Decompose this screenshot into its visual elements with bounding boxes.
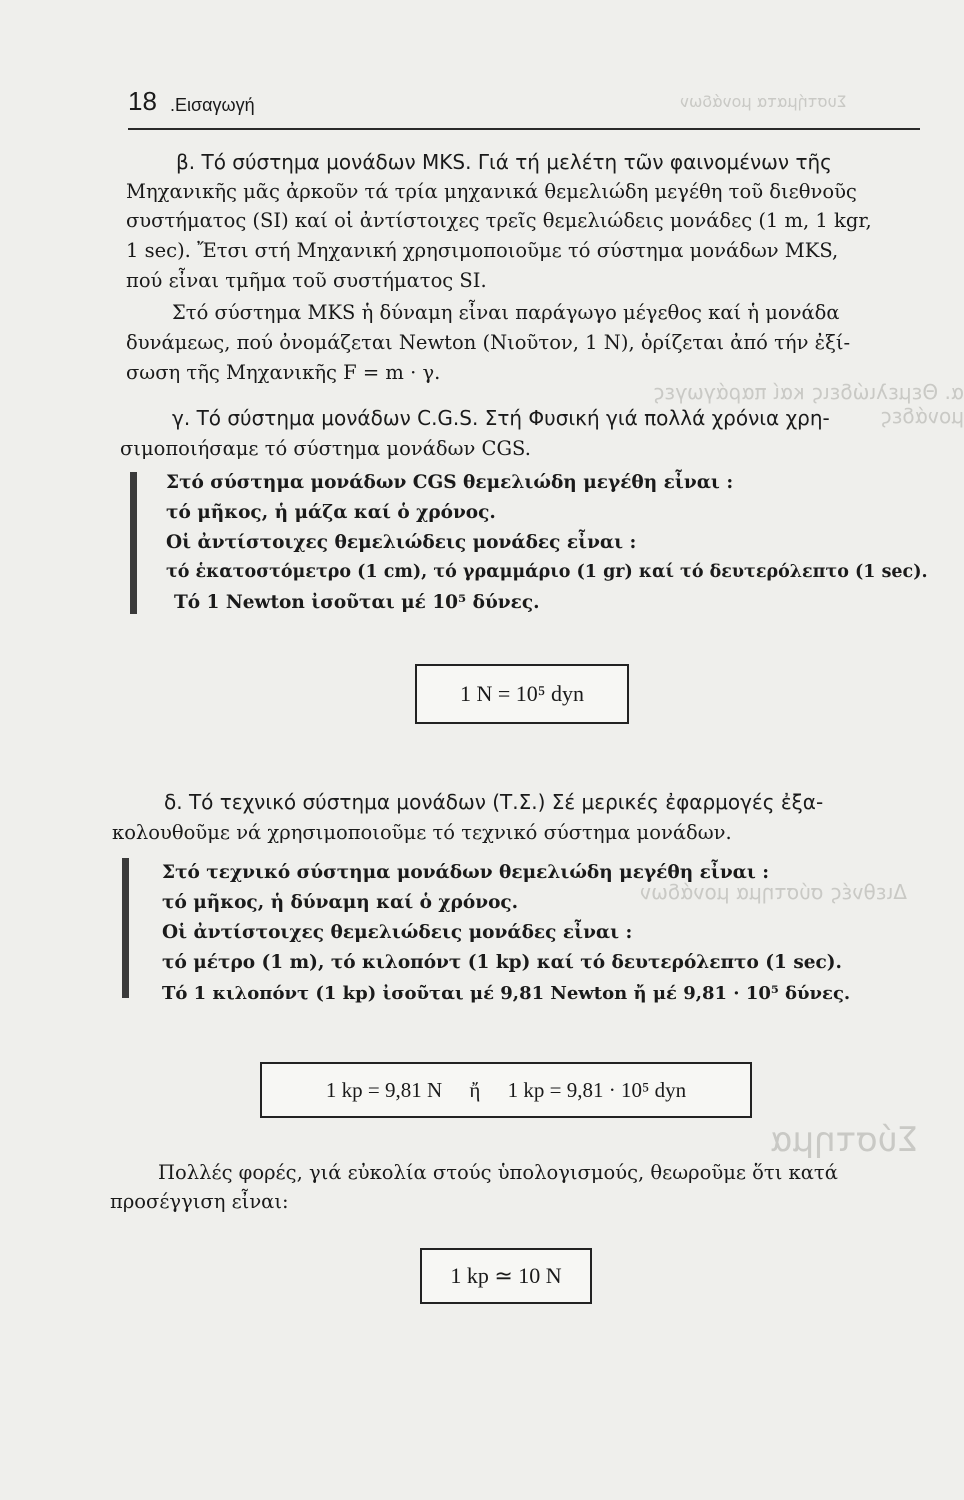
section-d-heading: δ. Τό τεχνικό σύστημα μονάδων (Τ.Σ.) Σέ μερικές ἐφαρμογές ἐξα- [164, 790, 824, 814]
paragraph-line: Πολλές φορές, γιά εὐκολία στούς ὑπολογισμούς, θεωροῦμε ὅτι κατά [158, 1161, 838, 1184]
chapter-title: .Εισαγωγή [170, 95, 255, 115]
definition-line: τό μῆκος, ἡ μάζα καί ὁ χρόνος. [166, 502, 496, 523]
paragraph-line: σιμοποιήσαμε τό σύστημα μονάδων CGS. [120, 437, 531, 460]
definition-line: τό μέτρο (1 m), τό κιλοπόντ (1 kp) καί τό δευτερόλεπτο (1 sec). [162, 952, 842, 973]
paragraph-line: Στό σύστημα MKS ἡ δύναμη εἶναι παράγωγο μέγεθος καί ἡ μονάδα [172, 301, 840, 324]
margin-rule [130, 472, 137, 614]
closing-paragraph [110, 1160, 930, 1220]
section-c [120, 406, 930, 466]
section-b [126, 150, 936, 390]
section-c-heading: γ. Τό σύστημα μονάδων C.G.S. Στή Φυσική γιά πολλά χρόνια χρη- [172, 406, 830, 430]
paragraph-line: κολουθοῦμε νά χρησιμοποιοῦμε τό τεχνικό σύστημα μονάδων. [112, 821, 732, 844]
definition-line: Τό 1 Newton ἰσοῦται μέ 10⁵ δύνες. [174, 592, 540, 613]
section-b-heading: β. Τό σύστημα μονάδων MKS. Γιά τή μελέτη τῶν φαινομένων τῆς [176, 150, 832, 174]
definition-line: Στό σύστημα μονάδων CGS θεμελιώδη μεγέθη εἶναι : [166, 472, 734, 493]
definition-line: Οἱ ἀντίστοιχες θεμελιώδεις μονάδες εἶναι : [166, 532, 637, 553]
definition-line: Στό τεχνικό σύστημα μονάδων θεμελιώδη μεγέθη εἶναι : [162, 862, 770, 883]
bleed-through-text: α. Θεμελιώδεις καί παράγωγες μονάδες [652, 380, 964, 428]
paragraph-line: 1 sec). Ἔτσι στή Μηχανική χρησιμοποιοῦμε τό σύστημα μονάδων MKS, [126, 239, 839, 262]
formula-box-kilopond: 1 kp = 9,81 N ἤ 1 kp = 9,81 · 10⁵ dyn [260, 1062, 752, 1118]
running-header [128, 84, 920, 130]
paragraph-line: σωση τῆς Μηχανικῆς F = m · γ. [126, 361, 441, 384]
bleed-through-text: Σύστημα [770, 1120, 919, 1160]
definition-line: Οἱ ἀντίστοιχες θεμελιώδεις μονάδες εἶναι : [162, 922, 633, 943]
paragraph-line: δυνάμεως, πού ὀνομάζεται Newton (Νιοῦτον, 1 N), ὁρίζεται ἀπό τήν ἐξί- [126, 331, 851, 354]
paragraph-line: συστήματος (SI) καί οἱ ἀντίστοιχες τρεῖς θεμελιώδεις μονάδες (1 m, 1 kgr, [126, 209, 872, 232]
cgs-definition-block [166, 470, 926, 620]
bleed-through-text: Συστήματα μονάδων [680, 92, 847, 111]
formula-box-approx: 1 kp ≃ 10 N [420, 1248, 592, 1304]
paragraph-line: πού εἶναι τμῆμα τοῦ συστήματος SI. [126, 269, 487, 292]
page-number: 18 [128, 86, 157, 116]
section-d [112, 790, 932, 850]
technical-definition-block [162, 860, 922, 1010]
formula-box-newton: 1 N = 10⁵ dyn [415, 664, 629, 724]
margin-rule [122, 858, 129, 998]
definition-line: τό ἑκατοστόμετρο (1 cm), τό γραμμάριο (1 gr) καί τό δευτερόλεπτο (1 sec). [166, 562, 928, 582]
bleed-through-text: Διεθνές σύστημα μονάδων [640, 880, 907, 904]
paragraph-line: Μηχανικῆς μᾶς ἀρκοῦν τά τρία μηχανικά θεμελιώδη μεγέθη τοῦ διεθνοῦς [126, 180, 857, 203]
definition-line: Τό 1 κιλοπόντ (1 kp) ἰσοῦται μέ 9,81 Newton ἤ μέ 9,81 · 10⁵ δύνες. [162, 983, 851, 1004]
paragraph-line: προσέγγιση εἶναι: [110, 1190, 289, 1213]
definition-line: τό μῆκος, ἡ δύναμη καί ὁ χρόνος. [162, 892, 519, 913]
